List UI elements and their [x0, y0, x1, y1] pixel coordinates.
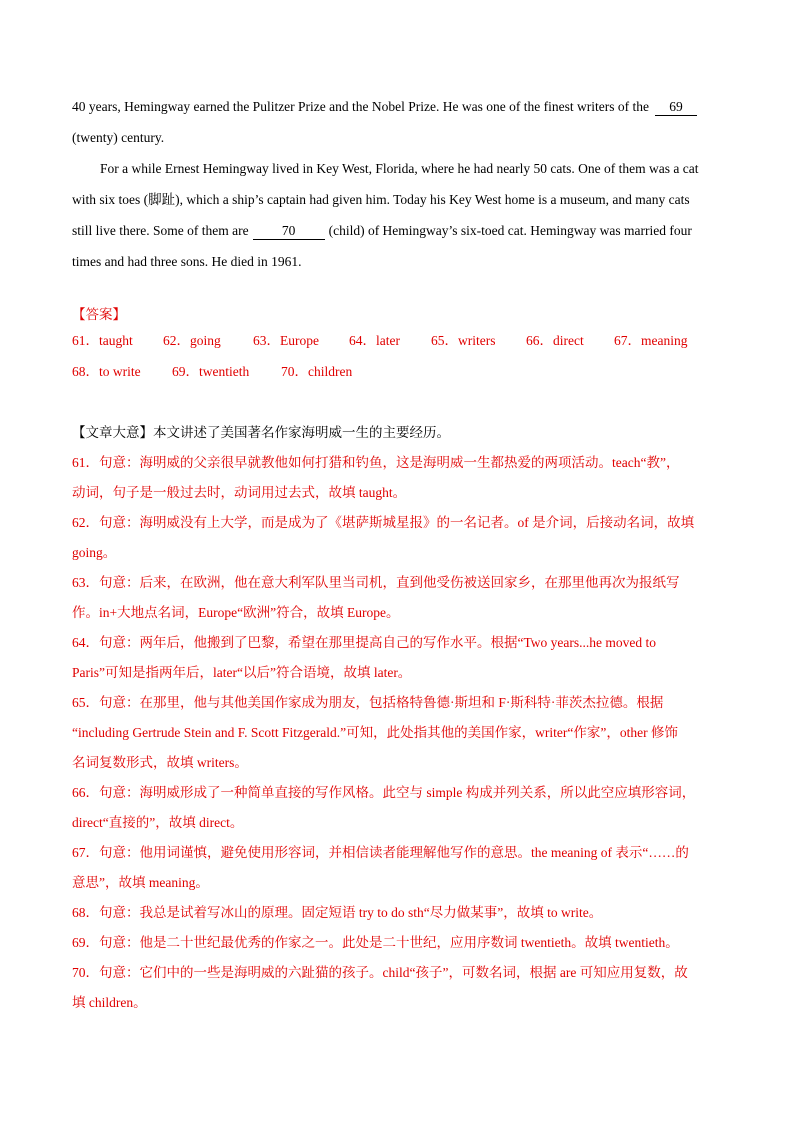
explanation-line: 意思”，故填 meaning。 [72, 875, 209, 890]
blank-69: 69 [655, 99, 697, 116]
explanation-line: 动词，句子是一般过去时，动词用过去式，故填 taught。 [72, 485, 407, 500]
passage-line: times and had three sons. He died in 1961. [72, 254, 302, 269]
answer-item: 62．going [163, 333, 221, 348]
explanation-line: 65．句意：在那里，他与其他美国作家成为朋友，包括格特鲁德·斯坦和 F·斯科特·菲茨杰拉德。根据 [72, 695, 664, 710]
blank-70: 70 [253, 223, 325, 240]
explanation-line: 61．句意：海明威的父亲很早就教他如何打猎和钓鱼，这是海明威一生都热爱的两项活动。teach“教”， [72, 455, 680, 470]
explanation-line: 69．句意：他是二十世纪最优秀的作家之一。此处是二十世纪，应用序数词 twentieth。故填 twentieth。 [72, 935, 679, 950]
explanation-line: Paris”可知是指两年后，later“以后”符合语境，故填 later。 [72, 665, 412, 680]
document-page [72, 96, 732, 1022]
summary [72, 422, 732, 452]
answer-item: 70．children [281, 364, 353, 379]
passage-text: still live there. Some of them are [72, 223, 249, 238]
passage-line: with six toes (脚趾), which a ship’s captain had given him. Today his Key West home is a museum, and many cats [72, 192, 690, 207]
answer-item: 61．taught [72, 333, 133, 348]
explanation-line: “including Gertrude Stein and F. Scott Fitzgerald.”可知，此处指其他的美国作家，writer“作家”，other 修饰 [72, 725, 678, 740]
answer-item: 67．meaning [614, 333, 688, 348]
answer-item: 63．Europe [253, 333, 319, 348]
answers-row-1 [72, 330, 732, 361]
explanation-line: 68．句意：我总是试着写冰山的原理。固定短语 try to do sth“尽力做某事”，故填 to write。 [72, 905, 603, 920]
explanation-line: 62．句意：海明威没有上大学，而是成为了《堪萨斯城星报》的一名记者。of 是介词，后接动名词，故填 [72, 515, 695, 530]
explanation-line: 66．句意：海明威形成了一种简单直接的写作风格。此空与 simple 构成并列关系，所以此空应填形容词， [72, 785, 696, 800]
summary-lead: 【文章大意】 [72, 425, 153, 440]
answer-item: 66．direct [526, 333, 584, 348]
explanation-line: 填 children。 [72, 995, 147, 1010]
answer-item: 64．later [349, 333, 400, 348]
explanation-line: direct“直接的”，故填 direct。 [72, 815, 244, 830]
summary-text: 本文讲述了美国著名作家海明威一生的主要经历。 [153, 425, 450, 440]
passage-text: 40 years, Hemingway earned the Pulitzer Prize and the Nobel Prize. He was one of the finest writers of the [72, 99, 649, 114]
explanation-line: going。 [72, 545, 117, 560]
passage-line: For a while Ernest Hemingway lived in Key West, Florida, where he had nearly 50 cats. One of them was a cat [100, 161, 699, 176]
answer-item: 68．to write [72, 364, 141, 379]
passage-line [72, 96, 732, 127]
passage [72, 96, 732, 282]
answer-item: 69．twentieth [172, 364, 250, 379]
answer-item: 65．writers [431, 333, 496, 348]
explanation-line: 67．句意：他用词谨慎，避免使用形容词，并相信读者能理解他写作的意思。the meaning of 表示“……的 [72, 845, 689, 860]
explanation-line: 名词复数形式，故填 writers。 [72, 755, 248, 770]
passage-text: (child) of Hemingway’s six-toed cat. Hemingway was married four [328, 223, 692, 238]
explanation-line: 作。in+大地点名词，Europe“欧洲”符合，故填 Europe。 [72, 605, 400, 620]
explanation-line: 63．句意：后来，在欧洲，他在意大利军队里当司机，直到他受伤被送回家乡，在那里他再次为报纸写 [72, 575, 680, 590]
answers-row-2 [72, 361, 732, 392]
answers-heading: 【答案】 [72, 307, 126, 322]
passage-line: (twenty) century. [72, 130, 165, 145]
explanation-line: 70．句意：它们中的一些是海明威的六趾猫的孩子。child“孩子”，可数名词，根据 are 可知应用复数，故 [72, 965, 688, 980]
explanations [72, 452, 732, 1022]
explanation-line: 64．句意：两年后，他搬到了巴黎，希望在那里提高自己的写作水平。根据“Two years...he moved to [72, 635, 657, 650]
passage-line [72, 220, 732, 251]
